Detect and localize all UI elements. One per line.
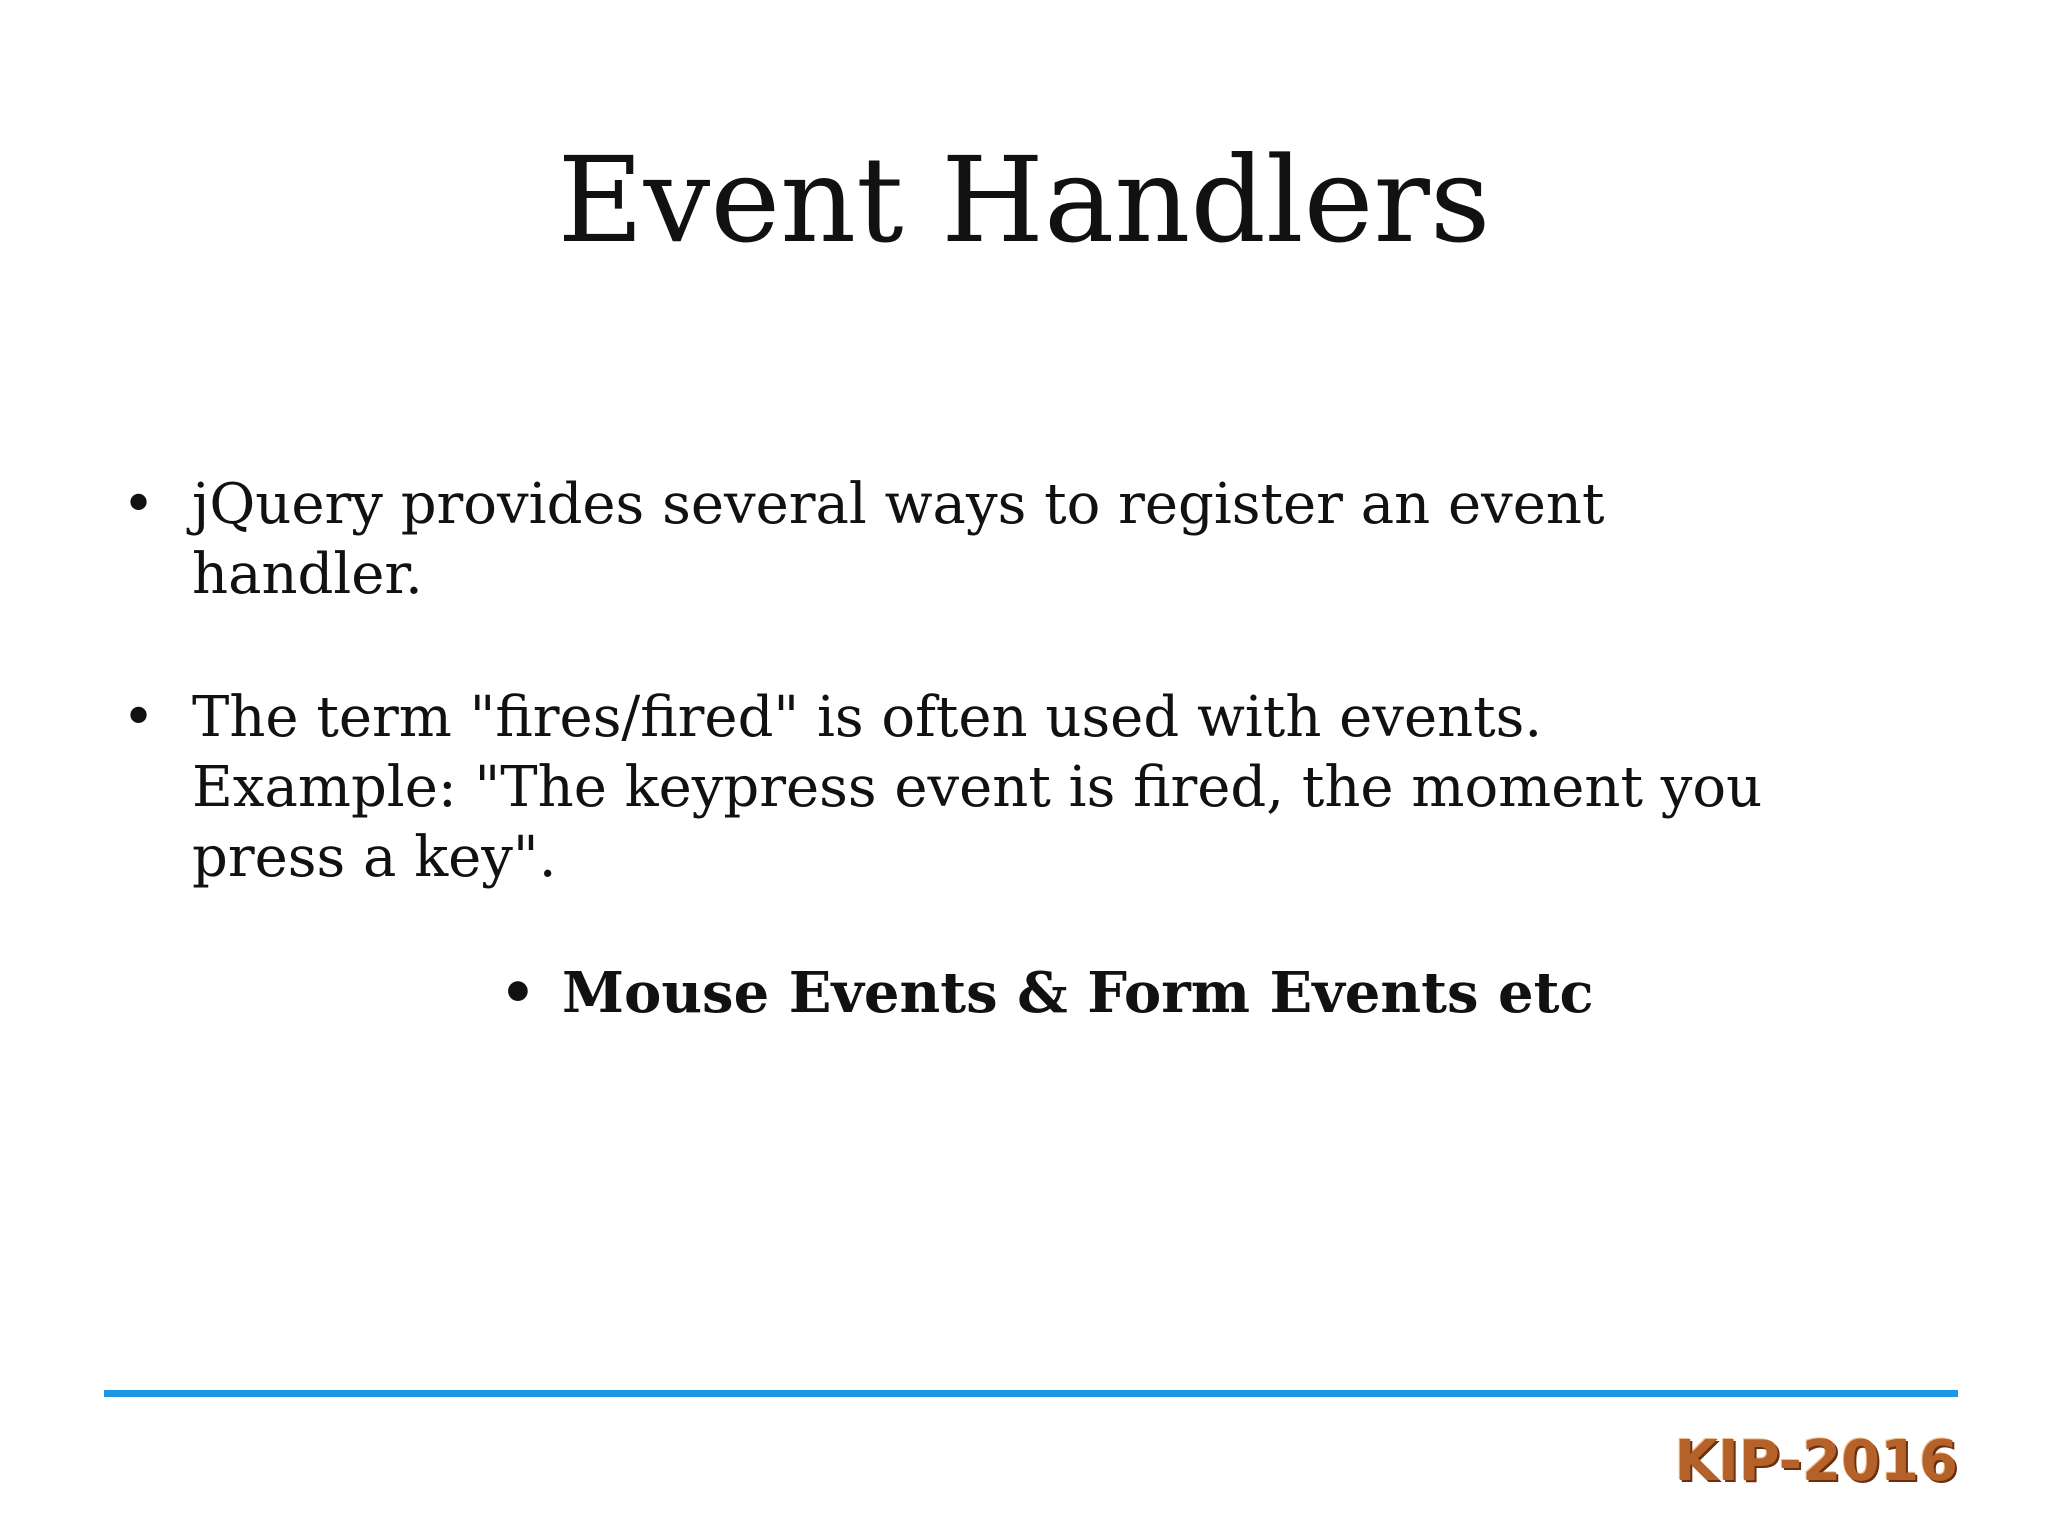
bullet-dot: • xyxy=(500,960,536,1026)
bullet-item-register xyxy=(122,470,1742,610)
footer-brand-logo: KIP-2016 xyxy=(1674,1429,1958,1494)
bullet-text: The term "fires/fired" is often used with events. Example: "The keypress event is fired, the moment you press a key". xyxy=(192,685,1763,890)
bullet-item-event-types xyxy=(500,958,1600,1028)
bullet-item-fired xyxy=(122,683,1782,893)
bullet-text: jQuery provides several ways to register an event handler. xyxy=(192,472,1605,607)
footer-divider xyxy=(104,1390,1958,1397)
bullet-dot: • xyxy=(122,472,156,537)
bullet-text: Mouse Events & Form Events etc xyxy=(562,960,1594,1026)
slide-title: Event Handlers xyxy=(557,131,1491,269)
bullet-dot: • xyxy=(122,685,156,750)
